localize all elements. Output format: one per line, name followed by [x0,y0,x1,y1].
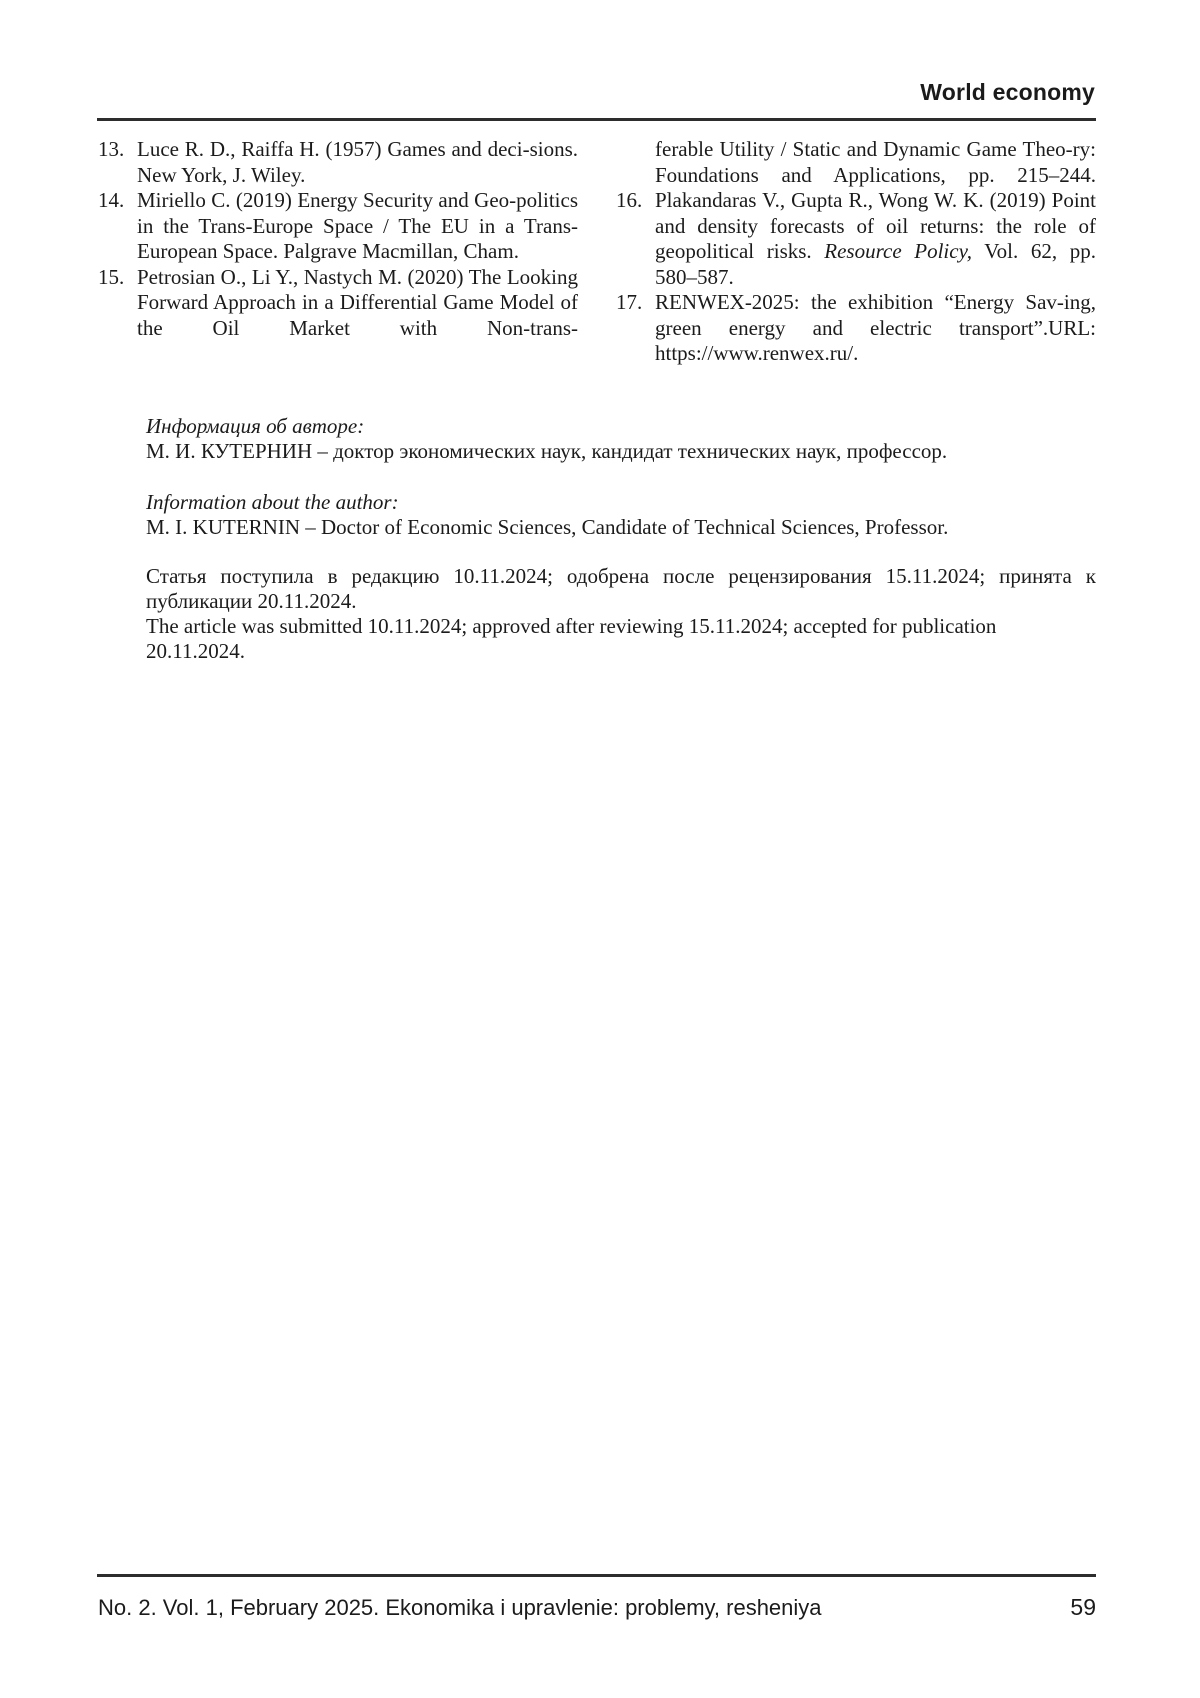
header-rule [97,118,1096,121]
section-title: World economy [920,79,1095,105]
reference-item-15-continued [616,137,1096,188]
reference-number: 14. [98,188,125,212]
reference-item-13 [98,137,578,188]
author-info-ru-text: М. И. КУТЕРНИН – доктор экономических наук, кандидат технических наук, профессор. [146,439,948,463]
reference-column-right [616,137,1096,367]
reference-item-17 [616,290,1096,367]
reference-text: ferable Utility / Static and Dynamic Game Theo-ry: Foundations and Applications, pp. 215–244. [655,137,1096,187]
reference-text: Vol. 62, pp. 580–587. [655,239,1096,289]
author-info-en [146,490,1096,540]
author-info-en-text: M. I. KUTERNIN – Doctor of Economic Sciences, Candidate of Technical Sciences, Professor. [146,515,949,539]
article-dates-en: The article was submitted 10.11.2024; approved after reviewing 15.11.2024; accepted for publication 20.11.2024. [146,614,997,663]
reference-text: RENWEX-2025: the exhibition “Energy Sav-ing, green energy and electric transport”.URL: https://www.renwex.ru/. [655,290,1096,365]
reference-number: 13. [98,137,125,161]
author-info-ru-label: Информация об авторе: [146,414,365,438]
footer [98,1594,1096,1621]
reference-text: Petrosian O., Li Y., Nastych M. (2020) The Looking Forward Approach in a Differential Game Model of the Oil Market with Non-trans- [137,264,578,340]
reference-text: Plakandaras V., Gupta R., Wong W. K. (2019) Point and density forecasts of oil returns: the role of geopolitical risks. [655,188,1096,263]
reference-text: Miriello C. (2019) Energy Security and Geo-politics in the Trans-Europe Space / The EU in a Trans-European Space. Palgrave Macmillan, Cham. [137,188,578,263]
reference-text: Luce R. D., Raiffa H. (1957) Games and deci-sions. New York, J. Wiley. [137,137,578,187]
reference-item-15 [98,265,578,342]
reference-list [98,137,1096,367]
reference-journal-title: Resource Policy, [824,239,972,263]
article-dates [146,564,1096,664]
author-info-ru [146,414,1096,464]
reference-item-16 [616,188,1096,290]
article-dates-ru: Статья поступила в редакцию 10.11.2024; одобрена после рецензирования 15.11.2024; принята к публикации 20.11.2024. [146,564,1096,613]
reference-number: 16. [616,188,643,212]
footer-page-number: 59 [1070,1594,1096,1620]
reference-number: 17. [616,290,643,314]
author-info-en-label: Information about the author: [146,490,399,514]
reference-item-14 [98,188,578,265]
reference-column-left [98,137,578,367]
footer-rule [97,1574,1096,1577]
reference-number: 15. [98,264,125,289]
footer-journal-line: No. 2. Vol. 1, February 2025. Ekonomika i upravlenie: problemy, resheniya [98,1595,822,1620]
